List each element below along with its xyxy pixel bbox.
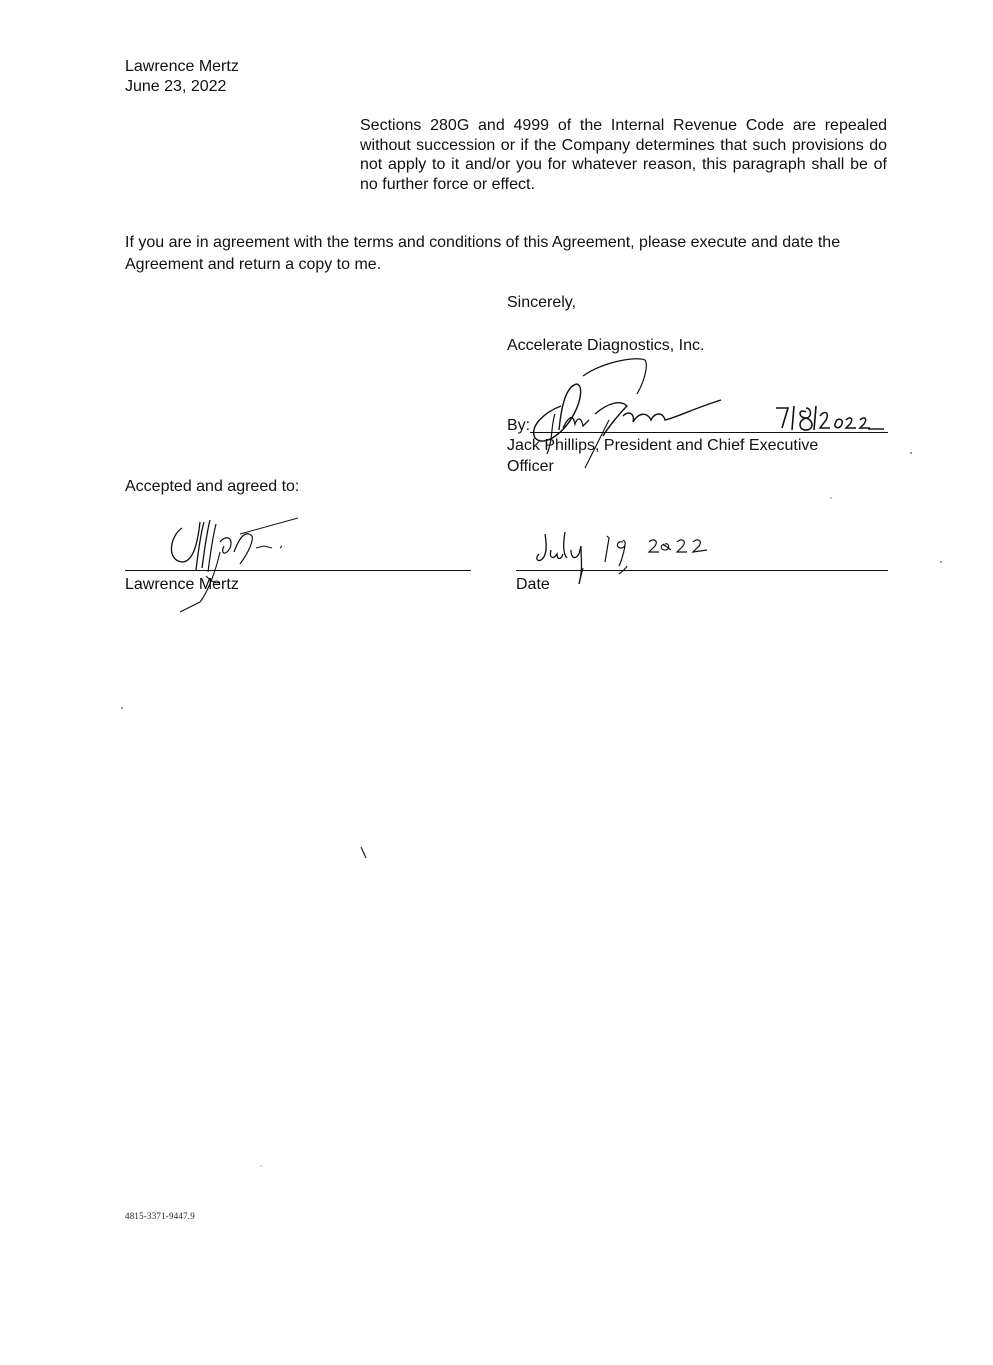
- continued-paragraph: Sections 280G and 4999 of the Internal Revenue Code are repealed without succession or if the Company determines that such provisions do not apply to it and/or you for whatever reason, this paragraph shall be of no further force or effect.: [360, 117, 887, 193]
- scan-speck: [260, 1165, 262, 1167]
- salutation: Sincerely,: [507, 294, 577, 311]
- scan-speck: [830, 497, 832, 499]
- scan-speck: [940, 561, 942, 563]
- scan-mark: [360, 846, 368, 860]
- scan-speck: [910, 452, 912, 454]
- document-id: 4815-3371-9447.9: [125, 1211, 195, 1221]
- accepted-label: Accepted and agreed to:: [125, 478, 300, 495]
- signer-title-cont: Officer: [507, 458, 554, 475]
- signer-name-title: Jack Phillips, President and Chief Executive: [507, 437, 819, 454]
- ceo-signature: [525, 354, 735, 474]
- company-name: Accelerate Diagnostics, Inc.: [507, 337, 705, 354]
- scan-speck: [121, 707, 123, 709]
- acceptor-handwritten-date: [535, 526, 725, 598]
- closing-paragraph-line2: Agreement and return a copy to me.: [125, 256, 382, 273]
- acceptor-signature: [160, 512, 310, 616]
- closing-paragraph-line1: If you are in agreement with the terms and conditions of this Agreement, please execute and date the: [125, 234, 841, 251]
- by-label: By:: [507, 417, 531, 434]
- acceptor-name: Lawrence Mertz: [125, 576, 239, 593]
- letter-date: June 23, 2022: [125, 78, 227, 95]
- recipient-name: Lawrence Mertz: [125, 58, 239, 75]
- ceo-handwritten-date: [768, 398, 892, 438]
- date-label: Date: [516, 576, 550, 593]
